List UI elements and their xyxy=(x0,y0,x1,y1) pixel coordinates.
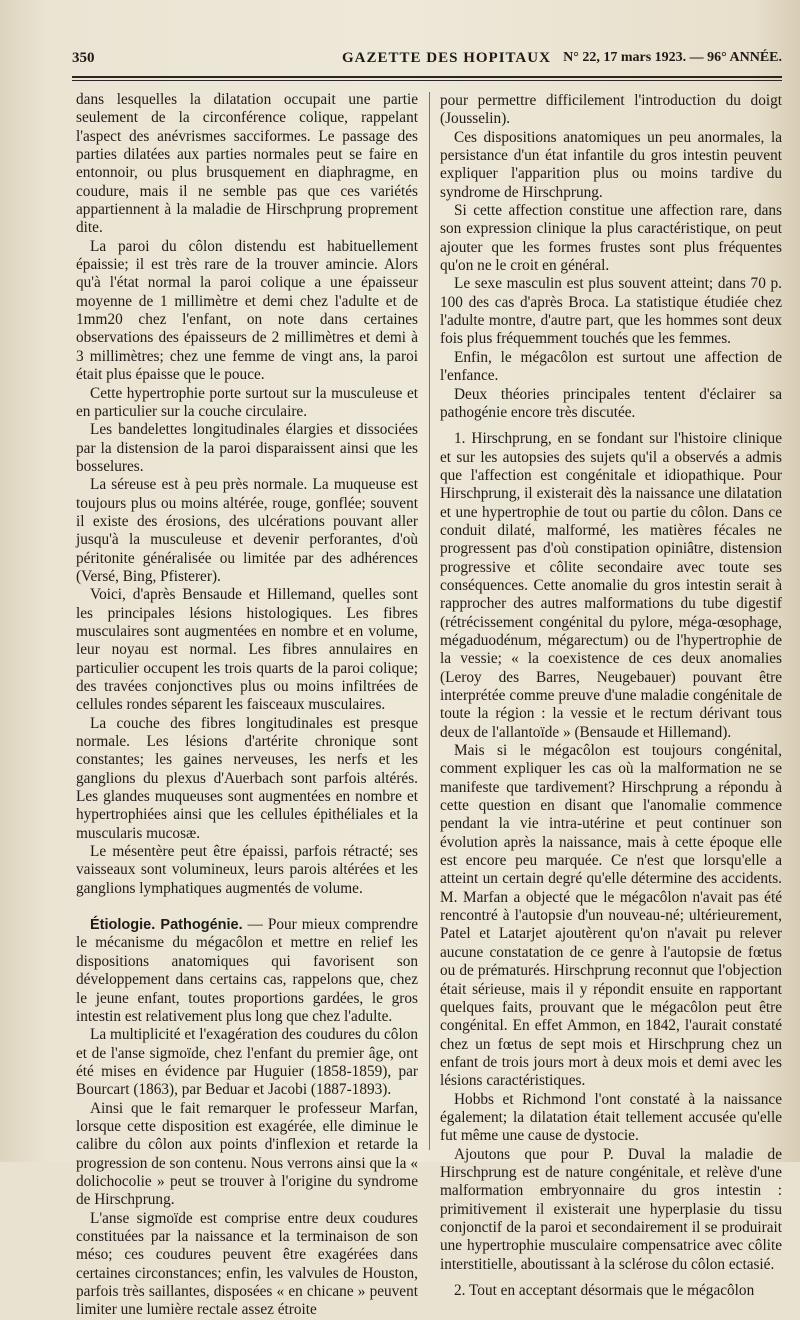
paragraph: Voici, d'après Bensaude et Hillemand, quelles sont les principales lésions histologiques. Les fibres musculaires sont augmentées en nombre et en volume, leur noyau est normal. Les fibres annulaires en particulier occupent les trois quarts de la paroi colique; des travées conjonctives plus ou moins infiltrées de cellules rondes séparent les faisceaux musculaires. xyxy=(76,586,418,714)
paragraph: Hobbs et Richmond l'ont constaté à la naissance également; la dilatation était tellement accusée qu'elle fut même une cause de dystocie. xyxy=(440,1090,782,1145)
paragraph: La paroi du côlon distendu est habituellement épaissie; il est très rare de la trouver amincie. Alors qu'à l'état normal la paroi colique a une épaisseur moyenne de 1 millimètre et demi chez l'adulte et de 1mm20 chez l'enfant, on note dans certaines observations des épaisseurs de 2 millimètres et demi à 3 millimètres; chez une femme de vingt ans, la paroi était plus épaisse que le pouce. xyxy=(76,237,418,384)
issue-info: N° 22, 17 mars 1923. — 96° ANNÉE. xyxy=(563,50,782,65)
journal-title: GAZETTE DES HOPITAUX xyxy=(342,50,551,66)
paragraph: Deux théories principales tentent d'éclairer sa pathogénie encore très discutée. xyxy=(440,385,782,421)
paragraph: Enfin, le mégacôlon est surtout une affection de l'enfance. xyxy=(440,348,782,385)
header-rule-thick xyxy=(72,76,782,78)
paragraph: 2. Tout en acceptant désormais que le mégacôlon xyxy=(454,1282,755,1299)
header-rule-thin xyxy=(72,80,782,81)
paragraph: Ces dispositions anatomiques un peu anormales, la persistance d'un état infantile du gros intestin peuvent expliquer l'apparition plus ou moins tardive du syndrome de Hirschprung. xyxy=(440,128,782,201)
paragraph: dans lesquelles la dilatation occupait une partie seulement de la circonférence colique, rappelant l'aspect des anévrismes sacciformes. Le passage des parties dilatées aux parties normales peut se faire en entonnoir, ou plus brusquement en diaphragme, en coudure, mais il ne semble pas que ces variétés appartiennent à la maladie de Hirschprung proprement dite. xyxy=(76,91,418,237)
paragraph: La couche des fibres longitudinales est presque normale. Les lésions d'artérite chronique sont constantes; les gaines nerveuses, les nerfs et les ganglions du plexus d'Auerbach sont parfois altérés. Les glandes muqueuses sont augmentées en nombre et hypertrophiées ainsi que les cellules épithéliales et la muscularis mucosæ. xyxy=(76,714,418,842)
paragraph: Les bandelettes longitudinales élargies et dissociées par la distension de la paroi disparaissent ainsi que les bosselures. xyxy=(76,421,418,475)
paragraph: La multiplicité et l'exagération des coudures du côlon et de l'anse sigmoïde, chez l'enfant du premier âge, ont été mises en évidence par Huguier (1858-1859), par Bourcart (1863), par Beduar et Jacobi (1887-1893). xyxy=(76,1026,418,1099)
section-paragraph xyxy=(76,916,418,1026)
left-column xyxy=(76,91,418,1320)
paragraph: La séreuse est à peu près normale. La muqueuse est toujours plus ou moins altérée, rouge, gonflée; souvent il existe des érosions, des ulcérations pouvant aller jusqu'à la musculeuse et devenir perforantes, d'où péritonite généralisée ou limitée par des adhérences (Versé, Bing, Pfisterer). xyxy=(76,476,418,585)
paragraph: 1. Hirschprung, en se fondant sur l'histoire clinique et sur les autopsies des sujets qu'il a observés a admis que l'affection est congénitale et idiopathique. Pour Hirschprung, il existerait dès la naissance une dilatation et une hypertrophie de tout ou partie du côlon. Dans ce conduit dilaté, malformé, les matières fécales ne progressent pas d'où constipation opiniâtre, distension progressive et côlite secondaire avec toute ses conséquences. Cette anomalie du gros intestin serait à rapprocher des autres malformations du tube digestif (rétrécissement congénital du pylore, méga-œsophage, mégaduodénum, mégarectum) ou de l'hypertrophie de la vessie; « la coexistence de ces deux anomalies (Leroy des Barres, Neugebauer) pouvant être interprétée comme preuve d'une maladie congénitale de toute la région : la vessie et le rectum dérivant tous deux de l'allantoïde » (Bensaude et Hillemand). xyxy=(440,430,782,741)
section-text: — Pour mieux comprendre le mécanisme du mégacôlon et mettre en relief les dispositions anatomiques qui favorisent son développement dans certains cas, rappelons que, chez le jeune enfant, toutes proportions gardées, le gros intestin est relativement plus long que chez l'adulte. xyxy=(76,916,418,1025)
right-column xyxy=(440,92,782,1300)
paragraph: Ainsi que le fait remarquer le professeur Marfan, lorsque cette disposition est exagérée, elle diminue le calibre du côlon aux points d'inflexion et retarde la progression de son contenu. Nous verrons ainsi que la « dolichocolie » peut se trouver à l'origine du syndrome de Hirschprung. xyxy=(76,1099,418,1209)
paragraph: Ajoutons que pour P. Duval la maladie de Hirschprung est de nature congénitale, et relève d'une malformation embryonnaire du gros intestin : primitivement il existerait une hyperplasie du tissu conjonctif de la paroi et secondairement il se produirait une hypertrophie musculaire compensatrice avec côlite interstitielle, aboutissant à la sclérose du côlon ectasié. xyxy=(440,1145,782,1273)
paragraph: Mais si le mégacôlon est toujours congénital, comment expliquer les cas où la malformation ne se manifeste que tardivement? Hirschprung a répondu à cette question en disant que l'anomalie commence pendant la vie intra-utérine et peut continuer son évolution après la naissance, mais à cette époque elle est encore peu marquée. Ce n'est que lorsqu'elle a atteint un certain degré qu'elle détermine des accidents. M. Marfan a objecté que le mégacôlon n'avait pas été rencontré à l'autopsie d'un nouveau-né; ultérieurement, Patel et Latarjet ajoutèrent qu'on n'avait pu relever aucune constatation de ce genre à l'autopsie de fœtus ou de prématurés. Hirschprung reconnut que l'objection était sérieuse, mais il y répondit ensuite en rapportant quelques faits, prouvant que le mégacôlon peut être congénital. En effet Ammon, en 1842, l'aurait constaté chez un fœtus de sept mois et Hirschprung chez un enfant de trois jours mort à deux mois et demi avec les lésions caractéristiques. xyxy=(440,742,782,1090)
paragraph: pour permettre difficilement l'introduction du doigt (Jousselin). xyxy=(440,92,782,128)
paragraph: Le mésentère peut être épaissi, parfois rétracté; ses vaisseaux sont volumineux, leurs parois altérées et les ganglions lymphatiques augmentés de volume. xyxy=(76,843,418,897)
page-header xyxy=(72,50,782,72)
paragraph: Le sexe masculin est plus souvent atteint; dans 70 p. 100 des cas d'après Broca. La statistique étudiée chez l'adulte montre, d'autre part, que les hommes sont deux fois plus fréquemment touchés que les femmes. xyxy=(440,275,782,348)
paragraph: L'anse sigmoïde est comprise entre deux coudures constituées par la naissance et la terminaison de son méso; ces coudures peuvent être exagérées dans certaines circonstances; enfin, les valvules de Houston, parfois très saillantes, disposées « en chicane » peuvent limiter une lumière rectale assez étroite xyxy=(76,1209,418,1319)
section-title: Étiologie. Pathogénie. xyxy=(90,917,243,934)
paragraph: Si cette affection constitue une affection rare, dans son expression clinique la plus caractéristique, on peut ajouter que les formes frustes sont plus fréquentes qu'on ne le croit en général. xyxy=(440,202,782,275)
paragraph: Cette hypertrophie porte surtout sur la musculeuse et en particulier sur la couche circulaire. xyxy=(76,384,418,420)
column-divider xyxy=(429,92,430,1150)
page-number: 350 xyxy=(72,50,95,66)
